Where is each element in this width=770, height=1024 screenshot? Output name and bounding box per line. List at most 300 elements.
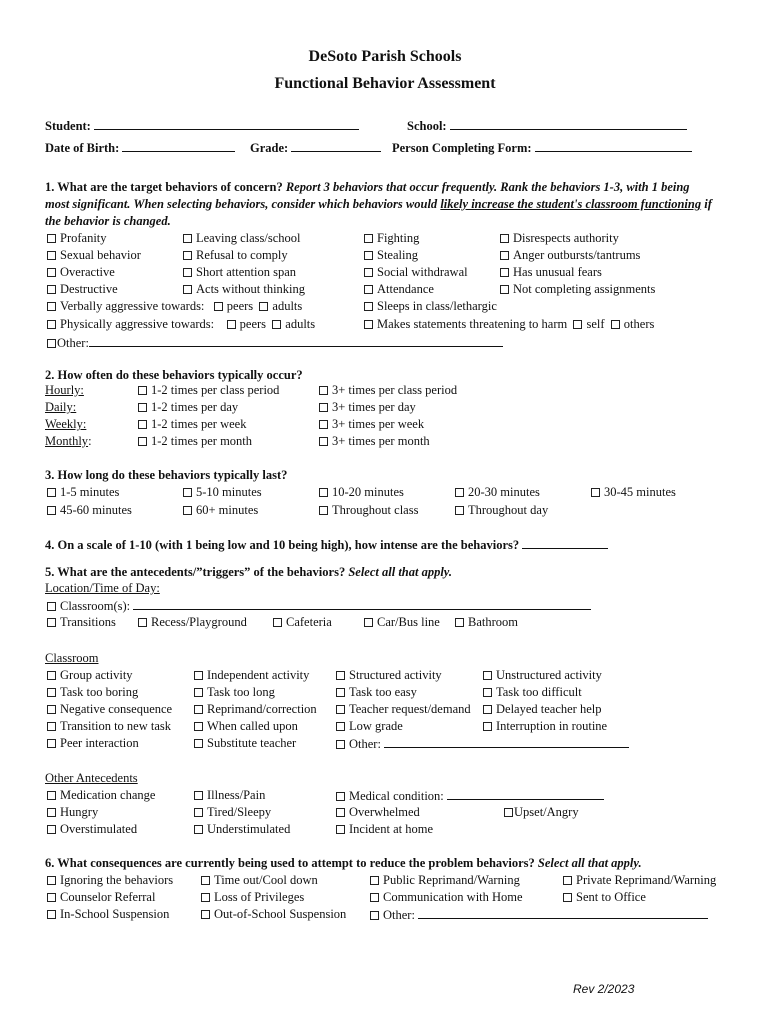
checkbox[interactable] — [183, 268, 192, 277]
checkbox[interactable] — [364, 268, 373, 277]
q1-line1 — [45, 180, 690, 195]
checkbox-label: Acts without thinking — [196, 282, 306, 296]
checkbox-label: Sent to Office — [576, 890, 646, 904]
checkbox-label: Counselor Referral — [60, 890, 156, 904]
checkbox[interactable] — [47, 268, 56, 277]
q1-checkbox[interactable] — [364, 231, 419, 246]
checkbox-label: Reprimand/correction — [207, 702, 317, 716]
checkbox[interactable] — [500, 285, 509, 294]
checkbox-label: Bathroom — [468, 615, 518, 629]
checkbox-label: Fighting — [377, 231, 420, 245]
checkbox-label: 10-20 minutes — [332, 485, 404, 499]
q6-other-row[interactable] — [370, 907, 708, 923]
q6-checkbox[interactable] — [201, 907, 346, 922]
checkbox-label: Has unusual fears — [513, 265, 602, 279]
checkbox-label: Independent activity — [207, 668, 310, 682]
checkbox-label: Refusal to comply — [196, 248, 288, 262]
school-label: School: — [407, 119, 447, 133]
grade-label: Grade: — [250, 141, 289, 155]
q1-checkbox[interactable] — [500, 282, 655, 297]
checkbox[interactable] — [138, 618, 147, 627]
checkbox-label: Negative consequence — [60, 702, 173, 716]
q2-row-label: Hourly: — [45, 383, 84, 397]
checkbox[interactable] — [319, 437, 328, 446]
checkbox-label: Task too long — [207, 685, 275, 699]
checkbox-label: Cafeteria — [286, 615, 332, 629]
q1-line2 — [45, 197, 712, 212]
checkbox-label: Physically aggressive towards: — [60, 317, 215, 331]
checkbox[interactable] — [194, 688, 203, 697]
checkbox-label: Throughout day — [468, 503, 549, 517]
checkbox-label: 30-45 minutes — [604, 485, 676, 499]
checkbox[interactable] — [201, 893, 210, 902]
q1-checkbox[interactable] — [183, 282, 305, 297]
checkbox[interactable] — [500, 234, 509, 243]
q6-line — [45, 856, 642, 871]
checkbox[interactable] — [319, 403, 328, 412]
checkbox-label: Peer interaction — [60, 736, 139, 750]
checkbox-label: Communication with Home — [383, 890, 523, 904]
checkbox-label: Time out/Cool down — [214, 873, 318, 887]
checkbox[interactable] — [500, 268, 509, 277]
checkbox[interactable] — [183, 251, 192, 260]
grade-field[interactable] — [250, 140, 381, 156]
q5-checkbox[interactable] — [336, 822, 433, 837]
checkbox-label: adults — [272, 299, 303, 313]
checkbox-label: Other: — [383, 908, 415, 922]
checkbox[interactable] — [194, 705, 203, 714]
q5-checkbox[interactable] — [47, 685, 138, 700]
q3-question: 3. How long do these behaviors typically last? — [45, 468, 288, 482]
checkbox[interactable] — [194, 739, 203, 748]
checkbox[interactable] — [194, 791, 203, 800]
checkbox[interactable] — [336, 740, 345, 749]
person-label: Person Completing Form: — [392, 141, 532, 155]
checkbox-label: Attendance — [377, 282, 434, 296]
q5-other-antecedents-heading: Other Antecedents — [45, 771, 138, 785]
checkbox[interactable] — [47, 618, 56, 627]
q1-checkbox[interactable] — [500, 265, 602, 280]
checkbox[interactable] — [47, 825, 56, 834]
q1-other-row[interactable] — [47, 335, 503, 351]
checkbox[interactable] — [47, 671, 56, 680]
checkbox[interactable] — [138, 386, 147, 395]
checkbox[interactable] — [259, 302, 268, 311]
revision-date: Rev 2/2023 — [573, 982, 635, 996]
checkbox[interactable] — [611, 320, 620, 329]
q1-checkbox[interactable] — [47, 248, 141, 263]
checkbox[interactable] — [47, 320, 56, 329]
q3-checkbox[interactable] — [455, 503, 548, 518]
checkbox[interactable] — [455, 618, 464, 627]
q2-row-label: Weekly: — [45, 417, 87, 431]
checkbox[interactable] — [364, 251, 373, 260]
q2-checkbox[interactable] — [138, 400, 238, 415]
checkbox-label: Medical condition: — [349, 789, 444, 803]
checkbox[interactable] — [47, 893, 56, 902]
q3-checkbox[interactable] — [591, 485, 676, 500]
checkbox[interactable] — [47, 488, 56, 497]
q3-checkbox[interactable] — [455, 485, 540, 500]
checkbox-label: Unstructured activity — [496, 668, 602, 682]
q1-checkbox[interactable] — [364, 248, 418, 263]
q2-checkbox[interactable] — [138, 434, 252, 449]
checkbox[interactable] — [483, 688, 492, 697]
q5-medical-line[interactable] — [447, 788, 604, 800]
checkbox[interactable] — [47, 808, 56, 817]
checkbox[interactable] — [138, 420, 147, 429]
q5-checkbox[interactable] — [483, 702, 602, 717]
q5-checkbox[interactable] — [483, 719, 607, 734]
checkbox-label: 1-2 times per day — [151, 400, 239, 414]
checkbox[interactable] — [201, 910, 210, 919]
q5-checkbox[interactable] — [47, 822, 137, 837]
checkbox[interactable] — [500, 251, 509, 260]
checkbox-label: Leaving class/school — [196, 231, 301, 245]
q1-checkbox[interactable] — [47, 231, 107, 246]
q5-checkbox[interactable] — [336, 805, 420, 820]
q3-checkbox[interactable] — [47, 503, 132, 518]
q5-checkbox[interactable] — [483, 668, 602, 683]
checkbox-label: 3+ times per class period — [332, 383, 458, 397]
q5-checkbox[interactable] — [194, 685, 275, 700]
checkbox-label: When called upon — [207, 719, 298, 733]
q5-checkbox[interactable] — [47, 805, 98, 820]
student-field[interactable] — [45, 118, 359, 134]
q2-checkbox[interactable] — [319, 434, 430, 449]
checkbox[interactable] — [504, 808, 513, 817]
checkbox-label: 1-5 minutes — [60, 485, 120, 499]
checkbox[interactable] — [47, 285, 56, 294]
checkbox[interactable] — [319, 420, 328, 429]
q1-instruction-b: most significant. When selecting behaviors, consider which behaviors would — [45, 197, 441, 211]
q5-checkbox[interactable] — [194, 719, 298, 734]
q1-checkbox[interactable] — [47, 265, 115, 280]
checkbox-label: Destructive — [60, 282, 118, 296]
q5-classrooms-line[interactable] — [133, 598, 591, 610]
checkbox[interactable] — [47, 339, 56, 348]
checkbox[interactable] — [370, 911, 379, 920]
q2-checkbox[interactable] — [319, 383, 457, 398]
checkbox-label: Public Reprimand/Warning — [383, 873, 520, 887]
checkbox[interactable] — [214, 302, 223, 311]
checkbox[interactable] — [47, 234, 56, 243]
checkbox[interactable] — [47, 876, 56, 885]
student-label: Student: — [45, 119, 91, 133]
q5-checkbox[interactable] — [336, 719, 403, 734]
checkbox[interactable] — [47, 910, 56, 919]
q5-checkbox[interactable] — [504, 805, 579, 820]
checkbox-label: Loss of Privileges — [214, 890, 305, 904]
q5-checkbox[interactable] — [336, 702, 471, 717]
checkbox-label: 20-30 minutes — [468, 485, 540, 499]
school-line[interactable] — [450, 118, 687, 130]
q5-checkbox[interactable] — [273, 615, 332, 630]
checkbox[interactable] — [319, 488, 328, 497]
checkbox-label: Profanity — [60, 231, 107, 245]
checkbox-label: Delayed teacher help — [496, 702, 602, 716]
checkbox-label: Recess/Playground — [151, 615, 247, 629]
q5-checkbox[interactable] — [47, 719, 171, 734]
checkbox-label: In-School Suspension — [60, 907, 170, 921]
checkbox[interactable] — [183, 506, 192, 515]
checkbox-label: Task too easy — [349, 685, 417, 699]
q6-checkbox[interactable] — [370, 890, 523, 905]
q5-checkbox[interactable] — [194, 805, 271, 820]
checkbox[interactable] — [47, 739, 56, 748]
checkbox[interactable] — [319, 386, 328, 395]
checkbox[interactable] — [183, 285, 192, 294]
checkbox-label: Incident at home — [349, 822, 433, 836]
q2-question: 2. How often do these behaviors typically occur? — [45, 368, 303, 382]
q5-other-row[interactable] — [336, 736, 629, 752]
checkbox[interactable] — [47, 791, 56, 800]
checkbox-label: Transitions — [60, 615, 116, 629]
q2-checkbox[interactable] — [319, 400, 416, 415]
q4-row[interactable] — [45, 537, 608, 553]
q3-checkbox[interactable] — [183, 485, 262, 500]
person-field[interactable] — [392, 140, 692, 156]
checkbox[interactable] — [563, 876, 572, 885]
checkbox-label: Disrespects authority — [513, 231, 619, 245]
dob-label: Date of Birth: — [45, 141, 120, 155]
q1-checkbox[interactable] — [183, 265, 296, 280]
checkbox[interactable] — [47, 302, 56, 311]
q6-checkbox[interactable] — [47, 890, 155, 905]
checkbox-label: Overactive — [60, 265, 115, 279]
checkbox-label: adults — [285, 317, 316, 331]
checkbox-label: Teacher request/demand — [349, 702, 471, 716]
q6-instruction: Select all that apply. — [537, 856, 642, 870]
q1-checkbox[interactable] — [500, 248, 640, 263]
checkbox-label: Transition to new task — [60, 719, 171, 733]
checkbox[interactable] — [336, 671, 345, 680]
q5-checkbox[interactable] — [47, 615, 116, 630]
checkbox-label: Tired/Sleepy — [207, 805, 272, 819]
checkbox[interactable] — [194, 808, 203, 817]
checkbox[interactable] — [183, 234, 192, 243]
checkbox-label: 3+ times per week — [332, 417, 425, 431]
checkbox[interactable] — [194, 825, 203, 834]
checkbox[interactable] — [455, 506, 464, 515]
q2-row-label: Daily: — [45, 400, 77, 414]
checkbox[interactable] — [364, 618, 373, 627]
checkbox[interactable] — [364, 302, 373, 311]
q5-checkbox[interactable] — [364, 615, 440, 630]
checkbox-label: Verbally aggressive towards: — [60, 299, 205, 313]
checkbox-label: self — [586, 317, 605, 331]
checkbox-label: Medication change — [60, 788, 156, 802]
checkbox[interactable] — [563, 893, 572, 902]
checkbox-label: Task too boring — [60, 685, 139, 699]
checkbox[interactable] — [336, 825, 345, 834]
checkbox-label: peers — [239, 317, 267, 331]
checkbox[interactable] — [364, 234, 373, 243]
q3-checkbox[interactable] — [47, 485, 119, 500]
checkbox-label: 3+ times per day — [332, 400, 416, 414]
q1-checkbox[interactable] — [183, 248, 288, 263]
checkbox[interactable] — [47, 688, 56, 697]
q5-checkbox[interactable] — [194, 822, 290, 837]
checkbox[interactable] — [272, 320, 281, 329]
checkbox[interactable] — [47, 705, 56, 714]
q1-threats-row[interactable] — [364, 317, 654, 332]
q5-instruction: Select all that apply. — [348, 565, 453, 579]
q2-checkbox[interactable] — [319, 417, 424, 432]
checkbox[interactable] — [336, 808, 345, 817]
q5-checkbox[interactable] — [455, 615, 518, 630]
checkbox-label: Car/Bus line — [377, 615, 440, 629]
q5-checkbox[interactable] — [483, 685, 582, 700]
q6-checkbox[interactable] — [47, 873, 173, 888]
checkbox-label: 1-2 times per class period — [151, 383, 280, 397]
q5-medical-row[interactable] — [336, 788, 604, 804]
checkbox-label: peers — [226, 299, 254, 313]
q5-checkbox[interactable] — [194, 668, 309, 683]
q6-checkbox[interactable] — [201, 873, 318, 888]
checkbox[interactable] — [47, 722, 56, 731]
q1-checkbox[interactable] — [364, 265, 468, 280]
checkbox[interactable] — [194, 722, 203, 731]
checkbox-label: Upset/Angry — [514, 805, 579, 819]
q1-physical-row[interactable] — [47, 317, 315, 332]
checkbox-label: others — [623, 317, 655, 331]
q4-answer-line[interactable] — [522, 537, 608, 549]
checkbox-label: Throughout class — [332, 503, 419, 517]
checkbox[interactable] — [319, 506, 328, 515]
school-field[interactable] — [407, 118, 687, 134]
checkbox-label: Substitute teacher — [207, 736, 297, 750]
q4-question: 4. On a scale of 1-10 (with 1 being low and 10 being high), how intense are the behaviors? — [45, 538, 520, 552]
checkbox-label: Sexual behavior — [60, 248, 141, 262]
q5-checkbox[interactable] — [138, 615, 247, 630]
checkbox[interactable] — [201, 876, 210, 885]
checkbox-label: Out-of-School Suspension — [214, 907, 347, 921]
checkbox[interactable] — [47, 506, 56, 515]
checkbox[interactable] — [336, 688, 345, 697]
q1-instruction-d: the behavior is changed. — [45, 214, 171, 228]
q1-verbal-row[interactable] — [47, 299, 302, 314]
district-name: DeSoto Parish Schools — [308, 48, 462, 65]
checkbox-label: Task too difficult — [496, 685, 582, 699]
checkbox[interactable] — [194, 671, 203, 680]
checkbox-label: 5-10 minutes — [196, 485, 262, 499]
checkbox[interactable] — [47, 251, 56, 260]
q1-checkbox[interactable] — [183, 231, 301, 246]
checkbox[interactable] — [370, 876, 379, 885]
q2-row-label-monthly: Monthly: — [45, 434, 92, 448]
checkbox[interactable] — [370, 893, 379, 902]
checkbox[interactable] — [138, 437, 147, 446]
q3-checkbox[interactable] — [183, 503, 258, 518]
checkbox[interactable] — [455, 488, 464, 497]
q5-checkbox[interactable] — [336, 685, 417, 700]
q6-checkbox[interactable] — [47, 907, 169, 922]
q3-checkbox[interactable] — [319, 503, 418, 518]
checkbox-label: Short attention span — [196, 265, 296, 279]
q5-checkbox[interactable] — [336, 668, 442, 683]
q6-checkbox[interactable] — [370, 873, 520, 888]
checkbox[interactable] — [336, 705, 345, 714]
checkbox-label: 45-60 minutes — [60, 503, 132, 517]
checkbox[interactable] — [483, 722, 492, 731]
q6-checkbox[interactable] — [201, 890, 304, 905]
checkbox[interactable] — [591, 488, 600, 497]
q5-checkbox[interactable] — [47, 788, 155, 803]
checkbox-label: Other: — [57, 336, 89, 350]
checkbox-label: Stealing — [377, 248, 418, 262]
student-line[interactable] — [94, 118, 359, 130]
grade-line[interactable] — [291, 140, 381, 152]
checkbox[interactable] — [138, 403, 147, 412]
checkbox[interactable] — [47, 602, 56, 611]
q5-checkbox[interactable] — [47, 736, 139, 751]
checkbox[interactable] — [364, 320, 373, 329]
q1-instruction-a: Report 3 behaviors that occur frequently. Rank the behaviors 1-3, with 1 being — [285, 180, 690, 194]
q1-instruction-c: if — [701, 197, 712, 211]
checkbox-label: Ignoring the behaviors — [60, 873, 174, 887]
checkbox-label: Classroom(s): — [60, 599, 131, 613]
q1-checkbox[interactable] — [500, 231, 619, 246]
q5-checkbox[interactable] — [47, 702, 172, 717]
checkbox-label: Private Reprimand/Warning — [576, 873, 717, 887]
dob-field[interactable] — [45, 140, 235, 156]
checkbox-label: Understimulated — [207, 822, 291, 836]
q1-other-line[interactable] — [89, 335, 503, 347]
checkbox-label: 1-2 times per week — [151, 417, 247, 431]
q1-checkbox[interactable] — [47, 282, 118, 297]
q1-checkbox[interactable] — [364, 299, 497, 314]
checkbox-label: Sleeps in class/lethargic — [377, 299, 497, 313]
checkbox[interactable] — [273, 618, 282, 627]
q6-checkbox[interactable] — [563, 873, 716, 888]
dob-line[interactable] — [122, 140, 235, 152]
q1-instruction-underline: likely increase the student's classroom functioning — [440, 197, 702, 211]
q5-line — [45, 565, 452, 580]
q5-checkbox[interactable] — [194, 736, 296, 751]
person-line[interactable] — [535, 140, 692, 152]
q5-other-line[interactable] — [384, 736, 629, 748]
checkbox[interactable] — [183, 488, 192, 497]
checkbox[interactable] — [483, 671, 492, 680]
q3-checkbox[interactable] — [319, 485, 404, 500]
checkbox[interactable] — [336, 792, 345, 801]
q5-location-heading: Location/Time of Day: — [45, 581, 160, 595]
q2-checkbox[interactable] — [138, 417, 246, 432]
checkbox[interactable] — [336, 722, 345, 731]
q5-classroom-heading: Classroom — [45, 651, 99, 665]
q5-question: 5. What are the antecedents/”triggers” of the behaviors? — [45, 565, 346, 579]
checkbox[interactable] — [227, 320, 236, 329]
checkbox-label: Low grade — [349, 719, 403, 733]
q5-checkbox[interactable] — [47, 668, 133, 683]
checkbox-label: Anger outbursts/tantrums — [513, 248, 641, 262]
q5-checkbox[interactable] — [194, 702, 317, 717]
q1-checkbox[interactable] — [364, 282, 434, 297]
checkbox[interactable] — [483, 705, 492, 714]
q6-other-line[interactable] — [418, 907, 708, 919]
q1-question: 1. What are the target behaviors of concern? — [45, 180, 283, 194]
q2-checkbox[interactable] — [138, 383, 279, 398]
q5-checkbox[interactable] — [194, 788, 265, 803]
checkbox[interactable] — [573, 320, 582, 329]
checkbox-label: 1-2 times per month — [151, 434, 253, 448]
q6-checkbox[interactable] — [563, 890, 646, 905]
checkbox[interactable] — [364, 285, 373, 294]
checkbox-label: 3+ times per month — [332, 434, 430, 448]
q5-classrooms-row[interactable] — [47, 598, 591, 614]
checkbox-label: Structured activity — [349, 668, 442, 682]
